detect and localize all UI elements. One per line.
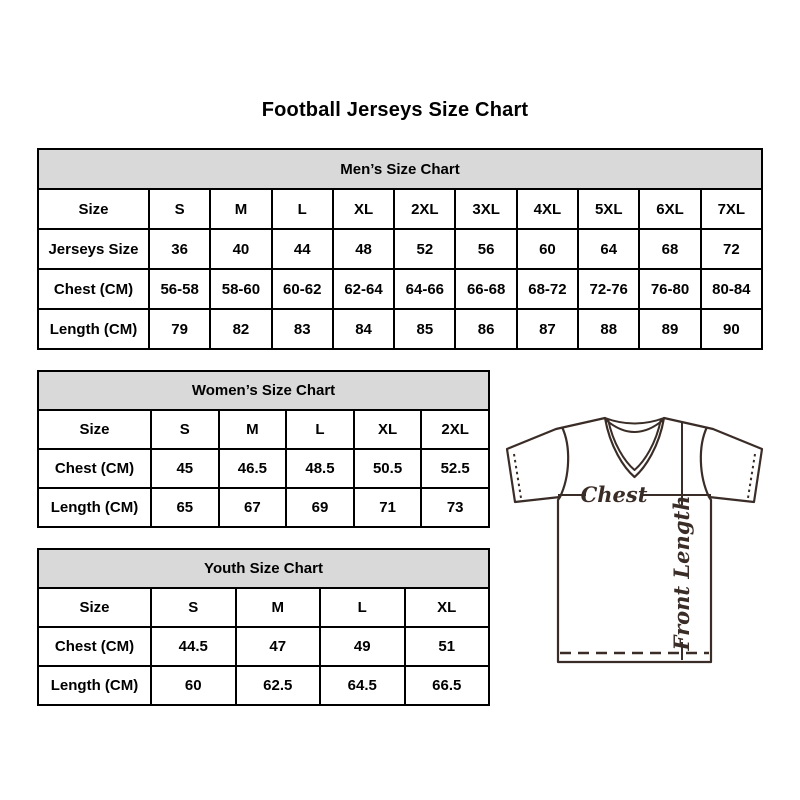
value-cell: 64.5 — [320, 666, 405, 705]
value-cell: 68-72 — [517, 269, 578, 309]
value-cell: S — [151, 410, 219, 449]
value-cell: 64-66 — [394, 269, 455, 309]
value-cell: 44 — [272, 229, 333, 269]
row-label-cell: Chest (CM) — [38, 627, 151, 666]
value-cell: 45 — [151, 449, 219, 488]
value-cell: 67 — [219, 488, 287, 527]
value-cell: 72 — [701, 229, 762, 269]
value-cell: 49 — [320, 627, 405, 666]
chest-measure-label: Chest — [580, 482, 648, 507]
youth-size-table — [37, 548, 490, 706]
table-row — [38, 189, 762, 229]
value-cell: 4XL — [517, 189, 578, 229]
value-cell: 71 — [354, 488, 422, 527]
value-cell: 85 — [394, 309, 455, 349]
jersey-measurement-diagram — [493, 392, 783, 682]
value-cell: 47 — [236, 627, 321, 666]
table-title: Women’s Size Chart — [38, 371, 489, 410]
value-cell: 3XL — [455, 189, 516, 229]
value-cell: 79 — [149, 309, 210, 349]
value-cell: 88 — [578, 309, 639, 349]
table-header-row — [38, 149, 762, 189]
value-cell: 6XL — [639, 189, 700, 229]
value-cell: S — [151, 588, 236, 627]
value-cell: 82 — [210, 309, 271, 349]
value-cell: 60 — [151, 666, 236, 705]
value-cell: 52.5 — [421, 449, 489, 488]
value-cell: 73 — [421, 488, 489, 527]
womens-size-table — [37, 370, 490, 528]
jersey-outline — [507, 418, 762, 662]
value-cell: 68 — [639, 229, 700, 269]
table-row — [38, 309, 762, 349]
left-armhole-seam — [560, 427, 568, 497]
value-cell: M — [210, 189, 271, 229]
value-cell: M — [219, 410, 287, 449]
value-cell: 76-80 — [639, 269, 700, 309]
row-label-cell: Jerseys Size — [38, 229, 149, 269]
value-cell: S — [149, 189, 210, 229]
row-label-cell: Chest (CM) — [38, 449, 151, 488]
page-title: Football Jerseys Size Chart — [261, 99, 529, 121]
row-label-cell: Size — [38, 189, 149, 229]
table-header-row — [38, 371, 489, 410]
value-cell: 86 — [455, 309, 516, 349]
value-cell: 62-64 — [333, 269, 394, 309]
table-row — [38, 229, 762, 269]
right-cuff-stitch-line — [748, 454, 755, 498]
row-label-cell: Length (CM) — [38, 488, 151, 527]
table-row — [38, 588, 489, 627]
value-cell: 80-84 — [701, 269, 762, 309]
value-cell: 87 — [517, 309, 578, 349]
value-cell: 52 — [394, 229, 455, 269]
table-row — [38, 449, 489, 488]
row-label-cell: Chest (CM) — [38, 269, 149, 309]
right-armhole-seam — [701, 427, 709, 497]
row-label-cell: Length (CM) — [38, 309, 149, 349]
table-row — [38, 410, 489, 449]
value-cell: 46.5 — [219, 449, 287, 488]
table-row — [38, 488, 489, 527]
value-cell: 64 — [578, 229, 639, 269]
value-cell: 60 — [517, 229, 578, 269]
value-cell: 2XL — [421, 410, 489, 449]
left-cuff-stitch-line — [514, 454, 521, 498]
value-cell: 60-62 — [272, 269, 333, 309]
table-row — [38, 627, 489, 666]
value-cell: 72-76 — [578, 269, 639, 309]
value-cell: 69 — [286, 488, 354, 527]
value-cell: 2XL — [394, 189, 455, 229]
value-cell: 51 — [405, 627, 490, 666]
value-cell: 48 — [333, 229, 394, 269]
table-title: Youth Size Chart — [38, 549, 489, 588]
value-cell: 5XL — [578, 189, 639, 229]
row-label-cell: Size — [38, 410, 151, 449]
value-cell: 48.5 — [286, 449, 354, 488]
value-cell: 56-58 — [149, 269, 210, 309]
value-cell: 84 — [333, 309, 394, 349]
value-cell: L — [320, 588, 405, 627]
value-cell: XL — [333, 189, 394, 229]
value-cell: 58-60 — [210, 269, 271, 309]
table-row — [38, 666, 489, 705]
table-row — [38, 269, 762, 309]
collar-top-curve — [605, 418, 664, 424]
value-cell: XL — [405, 588, 490, 627]
value-cell: 56 — [455, 229, 516, 269]
value-cell: 62.5 — [236, 666, 321, 705]
value-cell: L — [272, 189, 333, 229]
table-title: Men’s Size Chart — [38, 149, 762, 189]
value-cell: L — [286, 410, 354, 449]
value-cell: 50.5 — [354, 449, 422, 488]
value-cell: 66-68 — [455, 269, 516, 309]
value-cell: 7XL — [701, 189, 762, 229]
value-cell: 36 — [149, 229, 210, 269]
table-header-row — [38, 549, 489, 588]
value-cell: 89 — [639, 309, 700, 349]
value-cell: 90 — [701, 309, 762, 349]
value-cell: 66.5 — [405, 666, 490, 705]
value-cell: 44.5 — [151, 627, 236, 666]
value-cell: 40 — [210, 229, 271, 269]
value-cell: M — [236, 588, 321, 627]
value-cell: 83 — [272, 309, 333, 349]
front-length-measure-label: Front Length — [669, 495, 694, 651]
value-cell: 65 — [151, 488, 219, 527]
mens-size-table — [37, 148, 763, 350]
row-label-cell: Length (CM) — [38, 666, 151, 705]
row-label-cell: Size — [38, 588, 151, 627]
value-cell: XL — [354, 410, 422, 449]
